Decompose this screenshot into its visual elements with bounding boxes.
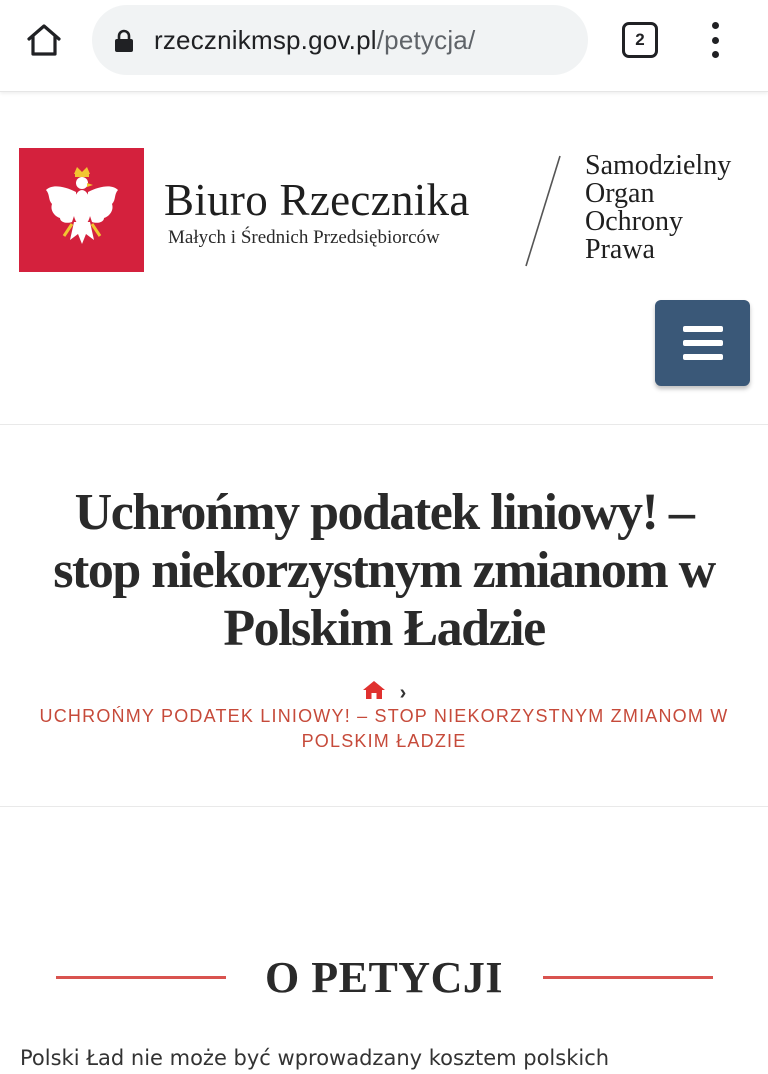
url-path: /petycja/ bbox=[376, 24, 476, 55]
url-text bbox=[154, 25, 475, 56]
chevron-right-icon: › bbox=[399, 681, 407, 704]
browser-toolbar bbox=[0, 0, 768, 92]
more-options-icon[interactable] bbox=[700, 18, 730, 62]
eagle-icon bbox=[42, 164, 122, 256]
breadcrumb bbox=[0, 680, 768, 705]
page-title: Uchrońmy podatek liniowy! – stop niekorzystnym zmianom w Polskim Ładzie bbox=[53, 484, 715, 657]
site-subtitle: Małych i Średnich Przedsiębiorców bbox=[168, 227, 440, 248]
tagline-line: Samodzielny bbox=[585, 150, 732, 181]
title-divider bbox=[0, 806, 768, 807]
tab-switcher-button[interactable]: 2 bbox=[622, 22, 658, 58]
section-heading: O PETYCJI bbox=[265, 953, 503, 1002]
logo-divider bbox=[520, 152, 564, 270]
house-icon bbox=[362, 680, 386, 700]
menu-toggle-button[interactable] bbox=[655, 300, 750, 386]
logo-tagline bbox=[585, 152, 731, 264]
lock-icon bbox=[114, 27, 136, 53]
intro-paragraph: Polski Ład nie może być wprowadzany kosztem polskich bbox=[20, 1046, 610, 1070]
site-title[interactable]: Biuro Rzecznika bbox=[164, 175, 470, 225]
breadcrumb-current: UCHROŃMY PODATEK LINIOWY! – STOP NIEKORZYSTNYM ZMIANOM W POLSKIM ŁADZIE bbox=[39, 706, 729, 751]
url-host: rzecznikmsp.gov.pl bbox=[154, 24, 377, 55]
home-button[interactable] bbox=[24, 20, 64, 60]
emblem-logo[interactable] bbox=[19, 148, 144, 272]
tagline-line: Prawa bbox=[585, 234, 655, 265]
header-divider bbox=[0, 424, 768, 425]
tagline-line: Organ bbox=[585, 178, 655, 209]
tagline-line: Ochrony bbox=[585, 206, 683, 237]
home-icon bbox=[25, 22, 63, 58]
address-bar[interactable] bbox=[92, 5, 588, 75]
home-breadcrumb-link[interactable] bbox=[362, 680, 386, 705]
hamburger-icon bbox=[683, 326, 723, 332]
